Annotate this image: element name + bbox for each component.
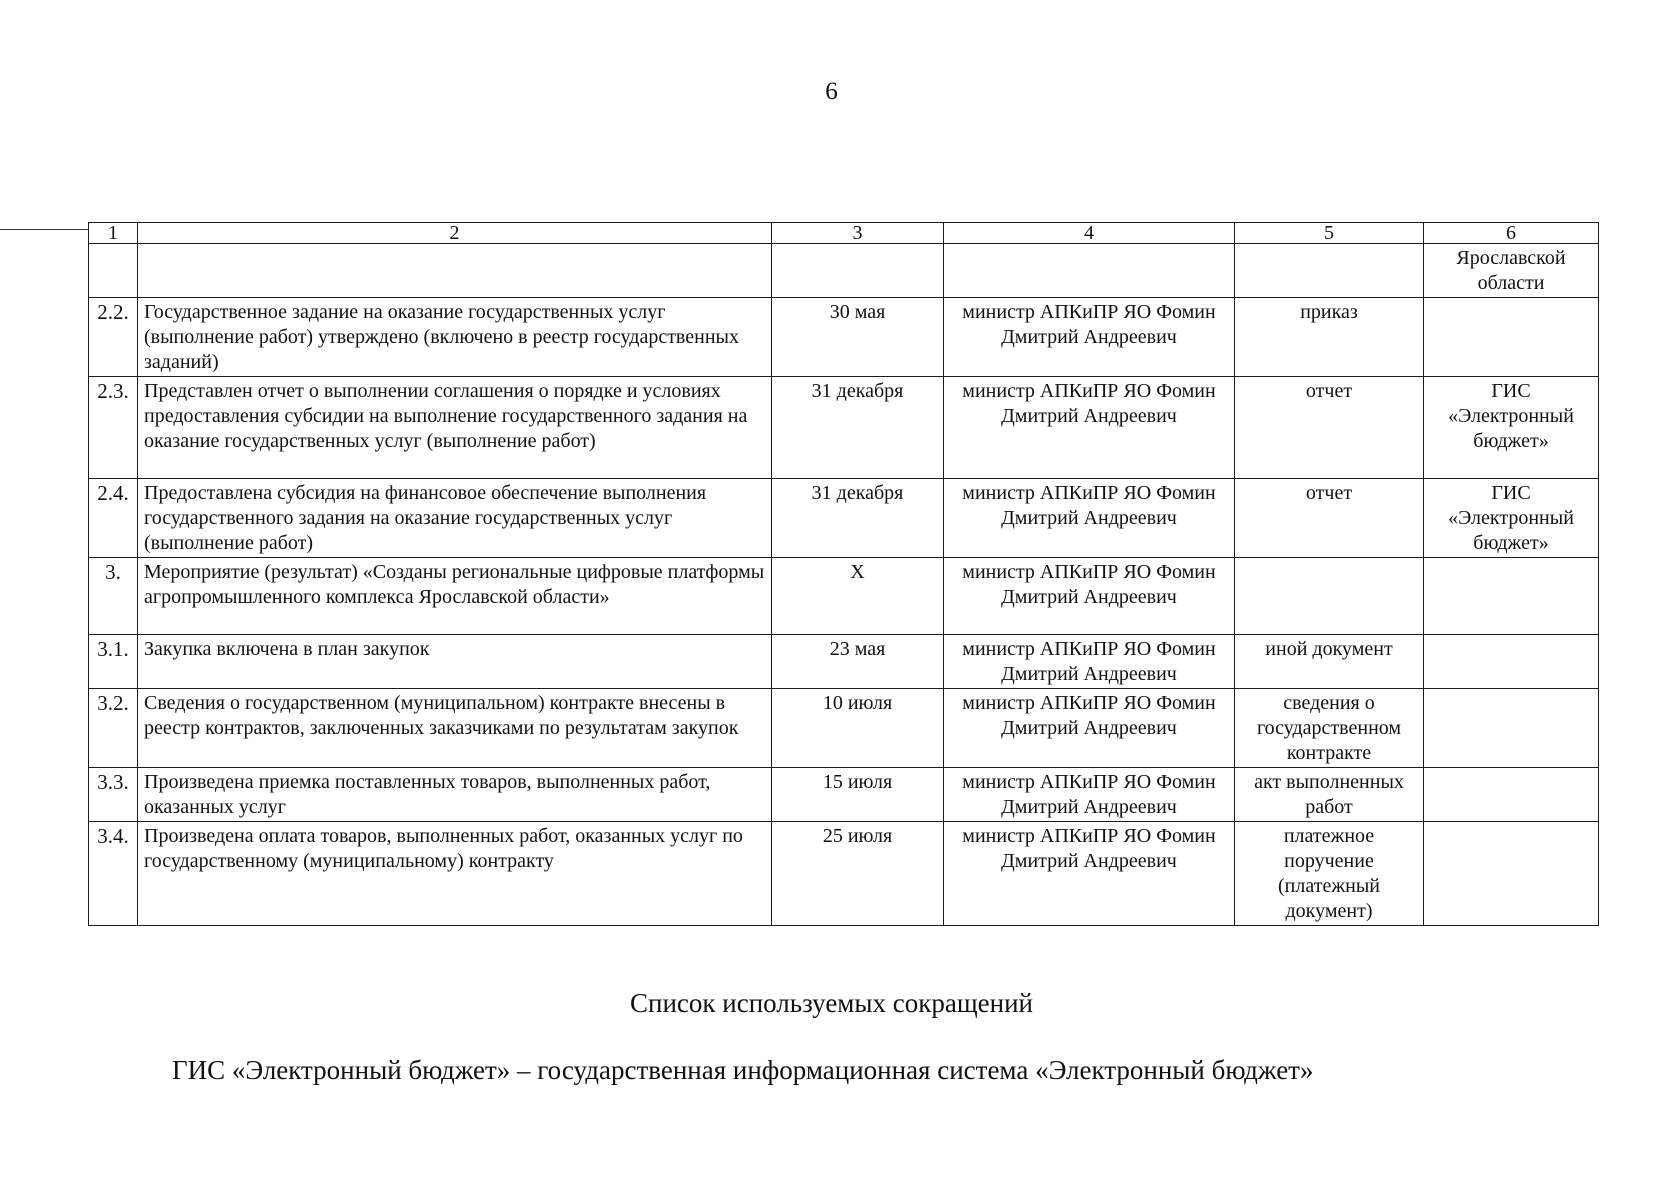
task-text-cell: Предоставлена субсидия на финансовое обеспечение выполнения государственного задания на оказание государственных услуг (выполнение работ) xyxy=(138,479,772,558)
information-system-cell xyxy=(1424,689,1599,768)
document-type-cell: сведения о государственном контракте xyxy=(1235,689,1424,768)
document-type-cell: отчет xyxy=(1235,377,1424,479)
header-cell: 1 xyxy=(89,223,138,244)
task-text-cell: Государственное задание на оказание государственных услуг (выполнение работ) утверждено (включено в реестр государственных заданий) xyxy=(138,298,772,377)
task-text-cell xyxy=(138,244,772,298)
table-row xyxy=(89,635,1599,689)
header-row xyxy=(89,223,1599,244)
table-row xyxy=(89,479,1599,558)
document-type-cell: иной документ xyxy=(1235,635,1424,689)
task-text-cell: Закупка включена в план закупок xyxy=(138,635,772,689)
document-type-cell xyxy=(1235,558,1424,635)
task-text-cell: Мероприятие (результат) «Созданы региональные цифровые платформы агропромышленного комплекса Ярославской области» xyxy=(138,558,772,635)
information-system-cell: ГИС «Электронный бюджет» xyxy=(1424,479,1599,558)
document-type-cell: приказ xyxy=(1235,298,1424,377)
responsible-person-cell: министр АПКиПР ЯО Фомин Дмитрий Андреевич xyxy=(944,822,1235,926)
table-row xyxy=(89,689,1599,768)
document-type-cell xyxy=(1235,244,1424,298)
table-row xyxy=(89,244,1599,298)
header-cell: 3 xyxy=(772,223,944,244)
task-text-cell: Произведена приемка поставленных товаров, выполненных работ, оказанных услуг xyxy=(138,768,772,822)
abbreviations-title: Список используемых сокращений xyxy=(630,988,1033,1018)
responsible-person-cell: министр АПКиПР ЯО Фомин Дмитрий Андреевич xyxy=(944,635,1235,689)
row-number-cell: 2.4. xyxy=(89,479,138,558)
table-row xyxy=(89,558,1599,635)
deadline-cell: 25 июля xyxy=(772,822,944,926)
table-row xyxy=(89,298,1599,377)
table-row xyxy=(89,822,1599,926)
deadline-cell: 10 июля xyxy=(772,689,944,768)
plan-table xyxy=(88,222,1599,926)
header-cell: 4 xyxy=(944,223,1235,244)
responsible-person-cell xyxy=(944,244,1235,298)
responsible-person-cell: министр АПКиПР ЯО Фомин Дмитрий Андреевич xyxy=(944,479,1235,558)
margin-line xyxy=(0,229,88,230)
deadline-cell: 30 мая xyxy=(772,298,944,377)
header-cell: 2 xyxy=(138,223,772,244)
deadline-cell: 31 декабря xyxy=(772,479,944,558)
row-number-cell: 3. xyxy=(89,558,138,635)
row-number-cell: 3.3. xyxy=(89,768,138,822)
information-system-cell xyxy=(1424,558,1599,635)
deadline-cell: Х xyxy=(772,558,944,635)
task-text-cell: Произведена оплата товаров, выполненных работ, оказанных услуг по государственному (муниципальному) контракту xyxy=(138,822,772,926)
responsible-person-cell: министр АПКиПР ЯО Фомин Дмитрий Андреевич xyxy=(944,558,1235,635)
document-type-cell: отчет xyxy=(1235,479,1424,558)
abbreviation-item: ГИС «Электронный бюджет» – государственная информационная система «Электронный бюджет» xyxy=(172,1055,1314,1085)
responsible-person-cell: министр АПКиПР ЯО Фомин Дмитрий Андреевич xyxy=(944,689,1235,768)
responsible-person-cell: министр АПКиПР ЯО Фомин Дмитрий Андреевич xyxy=(944,298,1235,377)
information-system-cell: Ярославской области xyxy=(1424,244,1599,298)
document-type-cell: платежное поручение (платежный документ) xyxy=(1235,822,1424,926)
responsible-person-cell: министр АПКиПР ЯО Фомин Дмитрий Андреевич xyxy=(944,377,1235,479)
table-row xyxy=(89,377,1599,479)
responsible-person-cell: министр АПКиПР ЯО Фомин Дмитрий Андреевич xyxy=(944,768,1235,822)
row-number-cell: 3.1. xyxy=(89,635,138,689)
deadline-cell xyxy=(772,244,944,298)
document-type-cell: акт выполненных работ xyxy=(1235,768,1424,822)
task-text-cell: Представлен отчет о выполнении соглашения о порядке и условиях предоставления субсидии на выполнение государственного задания на оказание государственных услуг (выполнение работ) xyxy=(138,377,772,479)
information-system-cell: ГИС «Электронный бюджет» xyxy=(1424,377,1599,479)
header-cell: 5 xyxy=(1235,223,1424,244)
row-number-cell: 3.2. xyxy=(89,689,138,768)
row-number-cell: 2.3. xyxy=(89,377,138,479)
information-system-cell xyxy=(1424,635,1599,689)
table-row xyxy=(89,768,1599,822)
deadline-cell: 15 июля xyxy=(772,768,944,822)
information-system-cell xyxy=(1424,768,1599,822)
information-system-cell xyxy=(1424,298,1599,377)
deadline-cell: 31 декабря xyxy=(772,377,944,479)
task-text-cell: Сведения о государственном (муниципальном) контракте внесены в реестр контрактов, заключенных заказчиками по результатам закупок xyxy=(138,689,772,768)
deadline-cell: 23 мая xyxy=(772,635,944,689)
row-number-cell: 2.2. xyxy=(89,298,138,377)
page-number: 6 xyxy=(825,78,838,105)
row-number-cell: 3.4. xyxy=(89,822,138,926)
row-number-cell xyxy=(89,244,138,298)
information-system-cell xyxy=(1424,822,1599,926)
header-cell: 6 xyxy=(1424,223,1599,244)
